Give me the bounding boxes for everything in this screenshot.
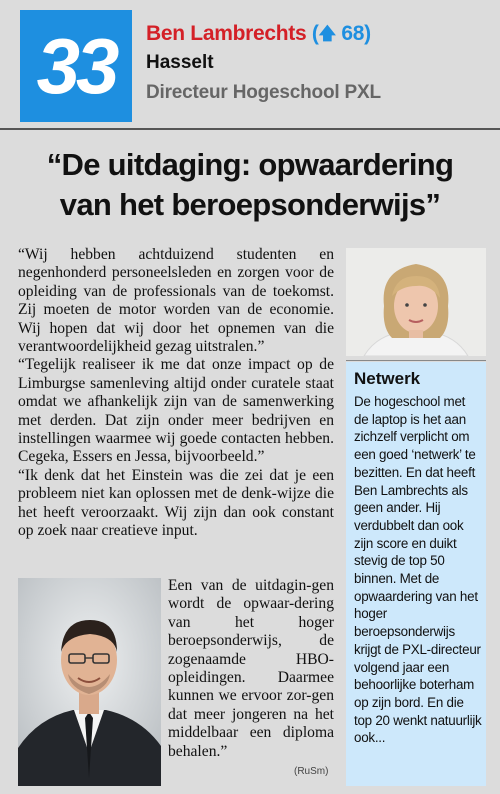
article-body <box>18 246 334 541</box>
article-paragraph: “Ik denk dat het Einstein was die zei dat je een probleem niet kan oplossen met de denk-wijze die het heeft veroorzaakt. Wij zijn dan ook constant op zoek naar creatieve input. <box>18 466 334 540</box>
article-paragraph: “Tegelijk realiseer ik me dat onze impact op de Limburgse samenleving altijd onder curatele staat omdat we afhankelijk zijn van de samenwerking met derden. Dat zijn onder meer bedrijven en instellingen waarmee wij goede contacten hebben. Cegeka, Essers en Jessa, bijvoorbeeld.” <box>18 356 334 466</box>
city: Hasselt <box>146 52 214 73</box>
sidebar-divider <box>346 360 486 361</box>
sidebar-paragraph: De hogeschool met de laptop is het aan zichzelf verplicht om een goed ‘netwerk’ te bezitten. En dat heeft Ben Lambrechts als geen ander. Hij verdubbelt dan ook zijn score en duikt stevig de top 50 binnen. Met de opwaardering van het hoger beroepsonderwijs krijgt de PXL-directeur volgend jaar een behoorlijke boterham op zijn bord. En die top 20 wenkt natuurlijk ook... <box>354 394 482 746</box>
headline <box>0 145 500 225</box>
sidebar-text <box>354 393 482 747</box>
portrait-man-image <box>18 578 161 786</box>
portrait-photo-woman <box>346 248 486 356</box>
article-wrap-text <box>168 577 334 761</box>
arrow-up-icon: 🡅 <box>318 24 336 43</box>
rank-change: (🡅 68) <box>312 22 371 45</box>
rank-number: 33 <box>20 10 132 122</box>
portrait-woman-image <box>346 248 486 356</box>
role: Directeur Hogeschool PXL <box>146 82 381 103</box>
article-paragraph: Een van de uitdagin-gen wordt de opwaar-dering van het hoger beroepsonderwijs, de zogenaamde HBO-opleidingen. Daarmee kunnen we ervoor zor-gen dat meer jongeren na het middelbaar een diploma behalen.” <box>168 577 334 760</box>
headline-line-2: van het beroepsonderwijs” <box>59 187 441 222</box>
headline-line-1: “De uitdaging: opwaardering <box>46 147 454 182</box>
sidebar-title: Netwerk <box>354 369 421 388</box>
person-name-line <box>146 22 371 51</box>
person-name: Ben Lambrechts <box>146 22 307 45</box>
portrait-photo-man <box>18 578 161 786</box>
header-divider <box>0 128 500 130</box>
byline: (RuSm) <box>294 766 329 777</box>
article-paragraph: “Wij hebben achtduizend studenten en negenhonderd personeelsleden en zorgen voor de opleiding van de professionals van de toekomst. Zij moeten de motor worden van de economie. Wij hopen dat wij door het opnemen van die verantwoordelijkheid gezag uitstralen.” <box>18 246 334 356</box>
